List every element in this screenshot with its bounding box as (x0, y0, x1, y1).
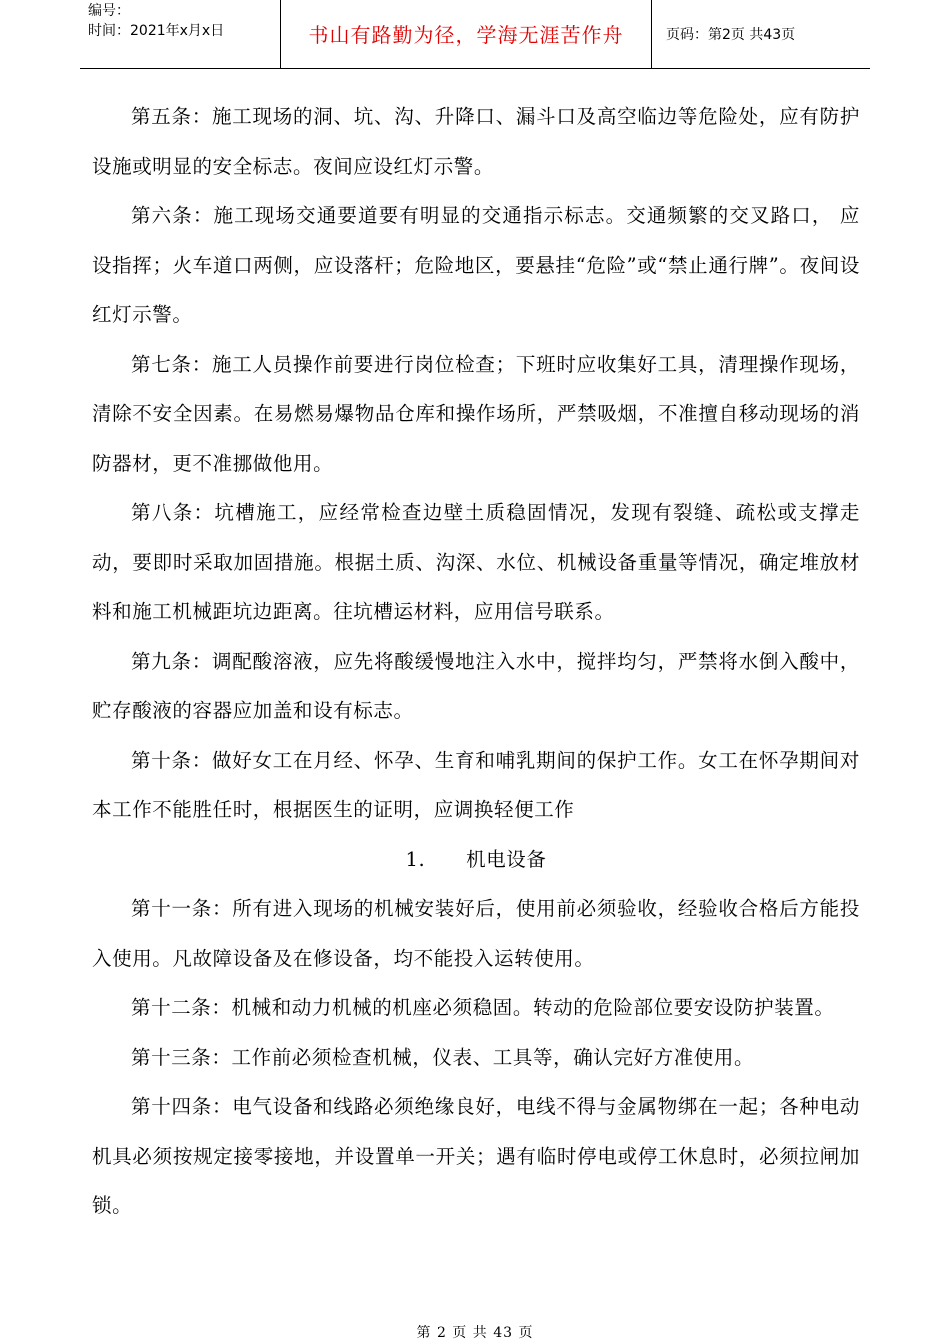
article-14: 第十四条：电气设备和线路必须绝缘良好，电线不得与金属物绑在一起；各种电动机具必须按规定接零接地，并设置单一开关；遇有临时停电或停工休息时，必须拉闸加锁。 (92, 1095, 860, 1217)
page-footer: 第 2 页 共 43 页 (416, 1325, 534, 1341)
article-13: 第十三条：工作前必须检查机械，仪表、工具等，确认完好方准使用。 (131, 1045, 755, 1069)
header-motto: 书山有路勤为径，学海无涯苦作舟 (308, 23, 624, 47)
header-meta-cell (80, 0, 281, 68)
article-8: 第八条：坑槽施工，应经常检查边壁土质稳固情况，发现有裂缝、疏松或支撑走动，要即时采取加固措施。根据土质、沟深、水位、机械设备重量等情况，确定堆放材料和施工机械距坑边距离。往坑槽运材料，应用信号联系。 (92, 501, 860, 623)
document-date: 时间：2021年x月x日 (88, 23, 225, 39)
article-12: 第十二条：机械和动力机械的机座必须稳固。转动的危险部位要安设防护装置。 (131, 996, 835, 1019)
article-7: 第七条：施工人员操作前要进行岗位检查；下班时应收集好工具，清理操作现场，清除不安全因素。在易燃易爆物品仓库和操作场所，严禁吸烟，不准擅自移动现场的消防器材，更不准挪做他用。 (92, 352, 860, 475)
article-11: 第十一条：所有进入现场的机械安装好后，使用前必须验收，经验收合格后方能投入使用。凡故障设备及在修设备，均不能投入运转使用。 (92, 897, 860, 970)
article-9: 第九条：调配酸溶液，应先将酸缓慢地注入水中，搅拌均匀，严禁将水倒入酸中，贮存酸液的容器应加盖和设有标志。 (92, 649, 860, 722)
article-5: 第五条：施工现场的洞、坑、沟、升降口、漏斗口及高空临边等危险处，应有防护设施或明显的安全标志。夜间应设红灯示警。 (92, 105, 860, 178)
header-page-info: 页码：第2页 共43页 (666, 27, 796, 43)
section-heading: 1. 机电设备 (405, 847, 547, 871)
article-6: 第六条：施工现场交通要道要有明显的交通指示标志。交通频繁的交叉路口， 应设指挥；火车道口两侧，应设落杆；危险地区，要悬挂“危险”或“禁止通行牌”。夜间设红灯示警。 (92, 204, 860, 326)
header-motto-cell (281, 0, 652, 68)
article-10: 第十条：做好女工在月经、怀孕、生育和哺乳期间的保护工作。女工在怀孕期间对本工作不能胜任时，根据医生的证明，应调换轻便工作 (92, 748, 860, 821)
document-number-label: 编号： (88, 3, 130, 19)
header-page-cell (652, 0, 870, 68)
page-header (80, 0, 870, 69)
document-body (92, 92, 860, 1231)
